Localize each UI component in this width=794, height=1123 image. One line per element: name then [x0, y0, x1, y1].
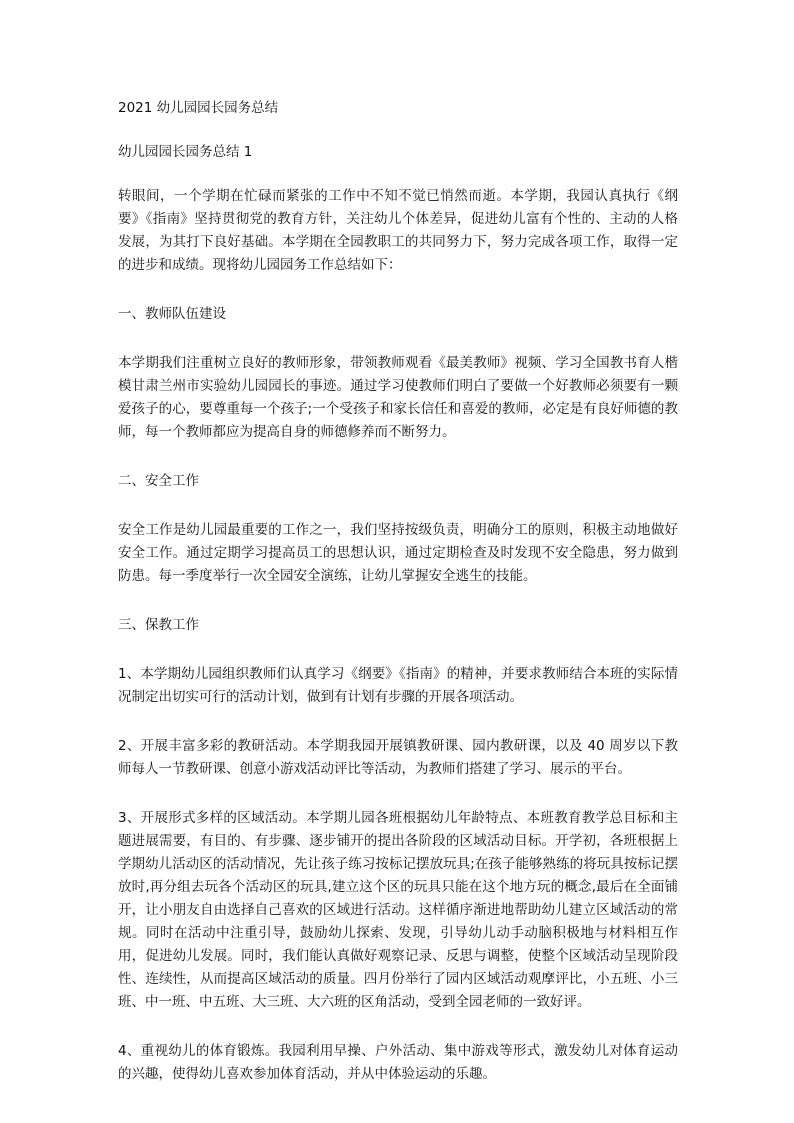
care-item-1: 1、本学期幼儿园组织教师们认真学习《纲要》《指南》的精神，并要求教师结合本班的实际情况制定出切实可行的活动计划，做到有计划有步骤的开展各项活动。 [118, 666, 678, 705]
section-heading-teachers: 一、教师队伍建设 [118, 306, 226, 322]
document-subtitle: 幼儿园园长园务总结 1 [118, 144, 253, 160]
section-body-safety: 安全工作是幼儿园最重要的工作之一，我们坚持按级负责，明确分工的原则，积极主动地做好安全工作。通过定期学习提高员工的思想认识，通过定期检查及时发现不安全隐患，努力做到防患。每一季度举行一次全园安全演练，让幼儿掌握安全逃生的技能。 [118, 522, 678, 584]
care-item-4: 4、重视幼儿的体育锻炼。我园利用早操、户外活动、集中游戏等形式，激发幼儿对体育运动的兴趣，使得幼儿喜欢参加体育活动，并从中体验运动的乐趣。 [118, 1043, 678, 1082]
document-body [118, 97, 678, 1112]
care-item-3: 3、开展形式多样的区域活动。本学期儿园各班根据幼儿年龄特点、本班教育教学总目标和主题进展需要，有目的、有步骤、逐步铺开的提出各阶段的区域活动目标。开学初，各班根据上学期幼儿活动区的活动情况，先让孩子练习按标记摆放玩具;在孩子能够熟练的将玩具按标记摆放时,再分组去玩各个活动区的玩具,建立这个区的玩具只能在这个地方玩的概念,最后在全面铺开，让小朋友自由选择自己喜欢的区域进行活动。这样循序渐进地帮助幼儿建立区域活动的常规。同时在活动中注重引导，鼓励幼儿探索、发现，引导幼儿动手动脑积极地与材料相互作用，促进幼儿发展。同时，我们能认真做好观察记录、反思与调整，使整个区域活动呈现阶段性、连续性，从而提高区域活动的质量。四月份举行了园内区域活动观摩评比，小五班、小三班、中一班、中五班、大三班、大六班的区角活动，受到全园老师的一致好评。 [118, 810, 678, 1010]
document-title: 2021 幼儿园园长园务总结 [118, 100, 279, 116]
section-body-teachers: 本学期我们注重树立良好的教师形象，带领教师观看《最美教师》视频、学习全国教书育人楷模甘肃兰州市实验幼儿园园长的事迹。通过学习使教师们明白了要做一个好教师必须要有一颗爱孩子的心，要尊重每一个孩子;一个受孩子和家长信任和喜爱的教师，必定是有良好师德的教师，每一个教师都应为提高自身的师德修养而不断努力。 [118, 355, 678, 440]
care-item-2: 2、开展丰富多彩的教研活动。本学期我园开展镇教研课、园内教研课，以及 40 周岁以下教师每人一节教研课、创意小游戏活动评比等活动，为教师们搭建了学习、展示的平台。 [118, 738, 678, 777]
section-heading-safety: 二、安全工作 [118, 473, 199, 489]
intro-paragraph: 转眼间，一个学期在忙碌而紧张的工作中不知不觉已悄然而逝。本学期，我园认真执行《纲要》《指南》坚持贯彻党的教育方针，关注幼儿个体差异，促进幼儿富有个性的、主动的人格发展，为其打下良好基础。本学期在全园教职工的共同努力下，努力完成各项工作，取得一定的进步和成绩。现将幼儿园园务工作总结如下： [118, 188, 678, 273]
section-heading-care-education: 三、保教工作 [118, 617, 199, 633]
